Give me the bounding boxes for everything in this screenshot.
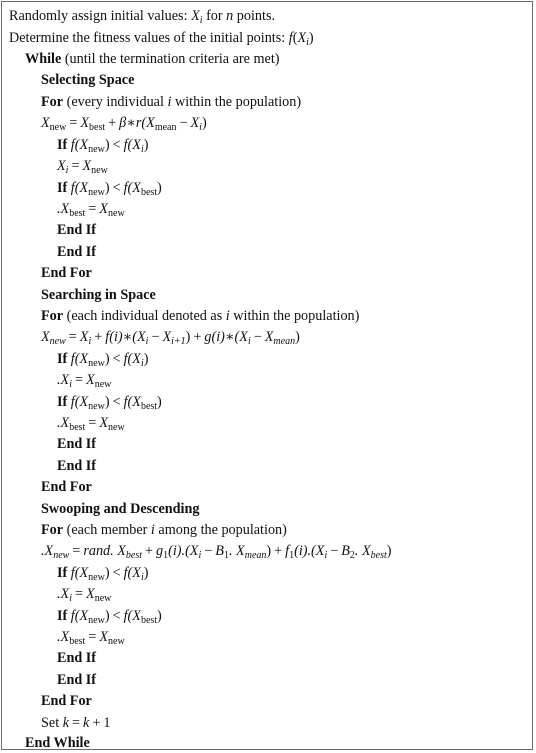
equation-searching-in-space: $X_{new} = X_i$ + $f(i)∗(X_i - X_{i+1})$ + $g(i)∗(X_i - X_{mean})$ <box>41 329 300 347</box>
equation-swooping-and-descending: $.X_{new}$ = rand. $X_{best} + g_1(i).(X_i - B_1$. $X_{mean}) + f_1(i).(X_i - B_2$. $X_{best}$) <box>41 543 392 561</box>
line-assign-6: $.X_{best} = X_{new}$ <box>57 629 125 647</box>
line-fitness: Determine the fitness values of the initial points: $f(X_i)$ <box>9 30 314 48</box>
line-for-selecting: For (every individual i within the population) <box>41 94 302 110</box>
heading-searching-in-space: Searching in Space <box>41 287 156 303</box>
line-end-if-4: End If <box>57 458 97 474</box>
equation-selecting-space: $X_{new} = X_{best}$ + $\beta∗r(X_{mean} - X_i)$ <box>41 115 207 133</box>
line-if-5: If $f(X_{new}) < f(X_i)$ <box>57 565 149 583</box>
line-set-k: Set k = k + 1 <box>41 715 111 731</box>
line-assign-2: $.X_{best} = X_{new}$ <box>57 201 125 219</box>
algorithm-box <box>1 1 533 750</box>
line-assign-4: $.X_{best} = X_{new}$ <box>57 415 125 433</box>
line-end-for-1: End For <box>41 265 92 281</box>
line-end-if-2: End If <box>57 244 97 260</box>
line-end-if-5: End If <box>57 650 97 666</box>
line-if-6: If $f(X_{new}) < f(X_{best})$ <box>57 608 162 626</box>
line-initialize: Randomly assign initial values: $X_i$ for n points. <box>9 8 276 26</box>
line-if-2: If $f(X_{new}) < f(X_{best})$ <box>57 180 162 198</box>
line-for-searching: For (each individual denoted as i within the population) <box>41 308 360 324</box>
line-while: While (until the termination criteria are met) <box>25 51 280 67</box>
line-end-for-3: End For <box>41 693 92 709</box>
heading-selecting-space: Selecting Space <box>41 72 135 88</box>
line-end-if-6: End If <box>57 672 97 688</box>
line-assign-5: $.X_i = X_{new}$ <box>57 586 112 604</box>
line-for-swooping: For (each member i among the population) <box>41 522 287 538</box>
line-assign-3: $.X_i = X_{new}$ <box>57 372 112 390</box>
line-end-if-1: End If <box>57 222 97 238</box>
line-if-1: If $f(X_{new}) < f(X_i)$ <box>57 137 149 155</box>
heading-swooping-and-descending: Swooping and Descending <box>41 501 200 517</box>
line-assign-1: $X_i = X_{new}$ <box>57 158 108 176</box>
line-if-3: If $f(X_{new}) < f(X_i)$ <box>57 351 149 369</box>
line-end-if-3: End If <box>57 436 97 452</box>
line-if-4: If $f(X_{new}) < f(X_{best})$ <box>57 394 162 412</box>
line-end-while: End While <box>25 735 90 751</box>
line-end-for-2: End For <box>41 479 92 495</box>
